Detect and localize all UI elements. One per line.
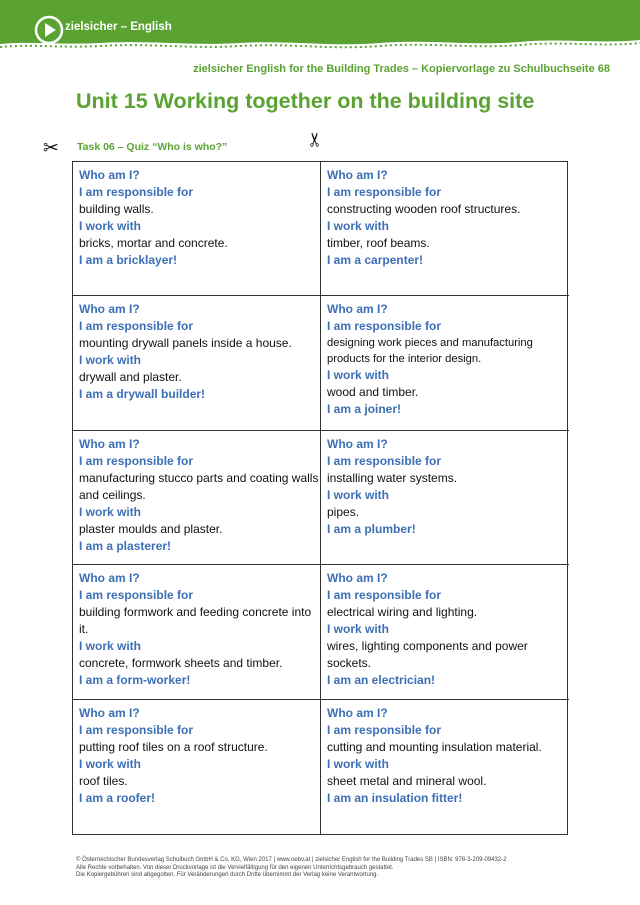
- card-materials-label: I work with: [327, 368, 390, 383]
- quiz-card: [321, 565, 569, 699]
- quiz-card: [321, 162, 569, 296]
- card-question: Who am I?: [79, 571, 140, 586]
- card-responsibility-label: I am responsible for: [79, 319, 194, 334]
- card-materials-label: I work with: [79, 639, 142, 654]
- card-materials-label: I work with: [79, 756, 142, 771]
- quiz-card: [321, 296, 569, 430]
- card-responsibility-label: I am responsible for: [79, 185, 194, 199]
- card-responsibility-label: I am responsible for: [327, 722, 442, 737]
- card-question: Who am I?: [79, 705, 140, 720]
- card-responsibility-label: I am responsible for: [327, 588, 442, 603]
- card-responsibility: building formwork and feeding concrete into it.: [79, 605, 312, 637]
- card-materials: pipes.: [327, 504, 360, 519]
- card-question: Who am I?: [327, 571, 388, 586]
- card-answer: I am a drywall builder!: [79, 387, 206, 402]
- card-answer: I am a carpenter!: [327, 253, 424, 267]
- card-responsibility-label: I am responsible for: [327, 319, 442, 334]
- card-materials-label: I work with: [327, 622, 390, 637]
- document-subtitle: zielsicher English for the Building Trades – Kopiervorlage zu Schulbuchseite 68: [193, 63, 610, 75]
- card-question: Who am I?: [327, 705, 388, 720]
- task-heading: Task 06 – Quiz “Who is who?”: [77, 141, 228, 153]
- card-question: Who am I?: [79, 168, 140, 182]
- card-materials: roof tiles.: [79, 773, 128, 788]
- brand-name: zielsicher – English: [65, 21, 172, 33]
- card-materials-label: I work with: [79, 353, 142, 368]
- card-responsibility: constructing wooden roof structures.: [327, 202, 521, 216]
- quiz-card: [321, 700, 569, 834]
- scissors-icon: ✂: [43, 138, 59, 159]
- card-question: Who am I?: [327, 436, 388, 451]
- card-answer: I am a plasterer!: [79, 538, 172, 553]
- copyright-footer: [76, 857, 507, 880]
- card-materials: wires, lighting components and power sockets.: [327, 639, 528, 671]
- card-responsibility: designing work pieces and manufacturing products for the interior design.: [327, 337, 533, 366]
- card-responsibility: building walls.: [79, 202, 154, 216]
- card-materials: bricks, mortar and concrete.: [79, 236, 228, 250]
- card-answer: I am a roofer!: [79, 790, 156, 805]
- footer-line: Die Kopiergebühren sind abgegolten. Für Veränderungen durch Dritte übernimmt der Verlag keine Verantwortung.: [76, 872, 379, 878]
- card-materials-label: I work with: [327, 219, 390, 233]
- card-responsibility-label: I am responsible for: [79, 722, 194, 737]
- card-responsibility: installing water systems.: [327, 470, 458, 485]
- quiz-card-grid: [72, 161, 568, 835]
- card-materials: concrete, formwork sheets and timber.: [79, 656, 283, 671]
- quiz-card: [73, 296, 321, 430]
- card-materials: plaster moulds and plaster.: [79, 521, 223, 536]
- card-answer: I am a joiner!: [327, 402, 402, 417]
- card-responsibility: manufacturing stucco parts and coating walls and ceilings.: [79, 470, 319, 502]
- card-answer: I am a bricklayer!: [79, 253, 178, 267]
- page-title: Unit 15 Working together on the building site: [76, 89, 535, 113]
- card-answer: I am a plumber!: [327, 521, 416, 536]
- card-materials-label: I work with: [327, 487, 390, 502]
- card-question: Who am I?: [327, 168, 388, 182]
- card-materials: sheet metal and mineral wool.: [327, 773, 487, 788]
- card-responsibility-label: I am responsible for: [327, 185, 442, 199]
- quiz-card: [73, 431, 321, 565]
- quiz-card: [73, 162, 321, 296]
- card-responsibility-label: I am responsible for: [327, 453, 442, 468]
- card-materials: wood and timber.: [327, 385, 419, 400]
- card-materials: timber, roof beams.: [327, 236, 430, 250]
- card-answer: I am a form-worker!: [79, 673, 191, 688]
- card-question: Who am I?: [79, 436, 140, 451]
- card-materials: drywall and plaster.: [79, 370, 182, 385]
- card-materials-label: I work with: [327, 756, 390, 771]
- card-materials-label: I work with: [79, 504, 142, 519]
- scissors-icon-vertical: ✂: [305, 131, 327, 148]
- footer-line: Alle Rechte vorbehalten. Von dieser Druckvorlage ist die Vervielfältigung für den eigenen Unterrichtsgebrauch gestattet.: [76, 864, 394, 871]
- card-responsibility: putting roof tiles on a roof structure.: [79, 739, 268, 754]
- quiz-card: [73, 700, 321, 834]
- card-responsibility-label: I am responsible for: [79, 453, 194, 468]
- card-responsibility: cutting and mounting insulation material.: [327, 739, 542, 754]
- card-responsibility: mounting drywall panels inside a house.: [79, 336, 292, 351]
- card-materials-label: I work with: [79, 219, 142, 233]
- card-question: Who am I?: [327, 302, 388, 317]
- card-responsibility: electrical wiring and lighting.: [327, 605, 478, 620]
- card-answer: I am an insulation fitter!: [327, 790, 463, 805]
- play-logo-icon: [34, 15, 64, 45]
- quiz-card: [321, 431, 569, 565]
- card-question: Who am I?: [79, 302, 140, 317]
- card-responsibility-label: I am responsible for: [79, 588, 194, 603]
- footer-line: © Österreichischer Bundesverlag Schulbuch GmbH & Co. KG, Wien 2017 | www.oebv.at | zielsicher English for the Building Trades SB | ISBN: 978-3-209-09432-2: [76, 857, 507, 863]
- quiz-card: [73, 565, 321, 699]
- card-answer: I am an electrician!: [327, 673, 436, 688]
